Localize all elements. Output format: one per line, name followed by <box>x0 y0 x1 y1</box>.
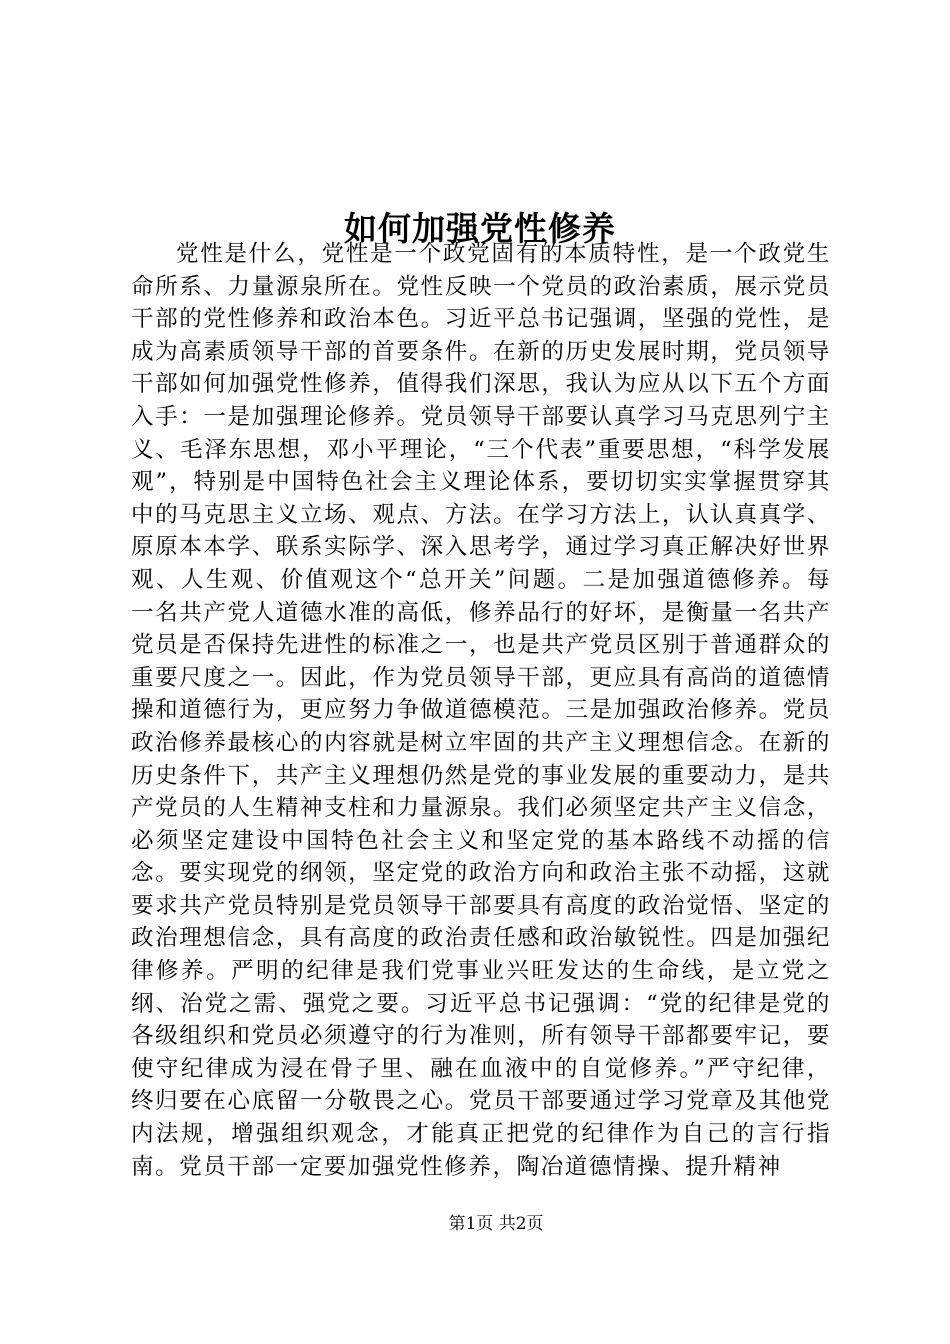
document-title: 如何加强党性修养 <box>344 209 616 249</box>
page-number: 第1页 共2页 <box>448 1214 544 1234</box>
body-paragraph: 党性是什么，党性是一个政党固有的本质特性，是一个政党生命所系、力量源泉所在。党性反映一个党员的政治素质，展示党员干部的党性修养和政治本色。习近平总书记强调，坚强的党性，是成为高素质领导干部的首要条件。在新的历史发展时期，党员领导干部如何加强党性修养，值得我们深思，我认为应从以下五个方面入手：一是加强理论修养。党员领导干部要认真学习马克思列宁主义、毛泽东思想，邓小平理论，“三个代表”重要思想，“科学发展观”，特别是中国特色社会主义理论体系，要切切实实掌握贯穿其中的马克思主义立场、观点、方法。在学习方法上，认认真真学、原原本本学、联系实际学、深入思考学，通过学习真正解决好世界观、人生观、价值观这个“总开关”问题。二是加强道德修养。每一名共产党人道德水准的高低，修养品行的好坏，是衡量一名共产党员是否保持先进性的标准之一，也是共产党员区别于普通群众的重要尺度之一。因此，作为党员领导干部，更应具有高尚的道德情操和道德行为，更应努力争做道德模范。三是加强政治修养。党员政治修养最核心的内容就是树立牢固的共产主义理想信念。在新的历史条件下，共产主义理想仍然是党的事业发展的重要动力，是共产党员的人生精神支柱和力量源泉。我们必须坚定共产主义信念，必须坚定建设中国特色社会主义和坚定党的基本路线不动摇的信念。要实现党的纲领，坚定党的政治方向和政治主张不动摇，这就要求共产党员特别是党员领导干部要具有高度的政治觉悟、坚定的政治理想信念，具有高度的政治责任感和政治敏锐性。四是加强纪律修养。严明的纪律是我们党事业兴旺发达的生命线，是立党之纲、治党之需、强党之要。习近平总书记强调：“党的纪律是党的各级组织和党员必须遵守的行为准则，所有领导干部都要牢记，要使守纪律成为浸在骨子里、融在血液中的自觉修养。”严守纪律，终归要在心底留一分敬畏之心。党员干部要通过学习党章及其他党内法规，增强组织观念，才能真正把党的纪律作为自己的言行指南。党员干部一定要加强党性修养，陶冶道德情操、提升精神 <box>131 241 831 1180</box>
